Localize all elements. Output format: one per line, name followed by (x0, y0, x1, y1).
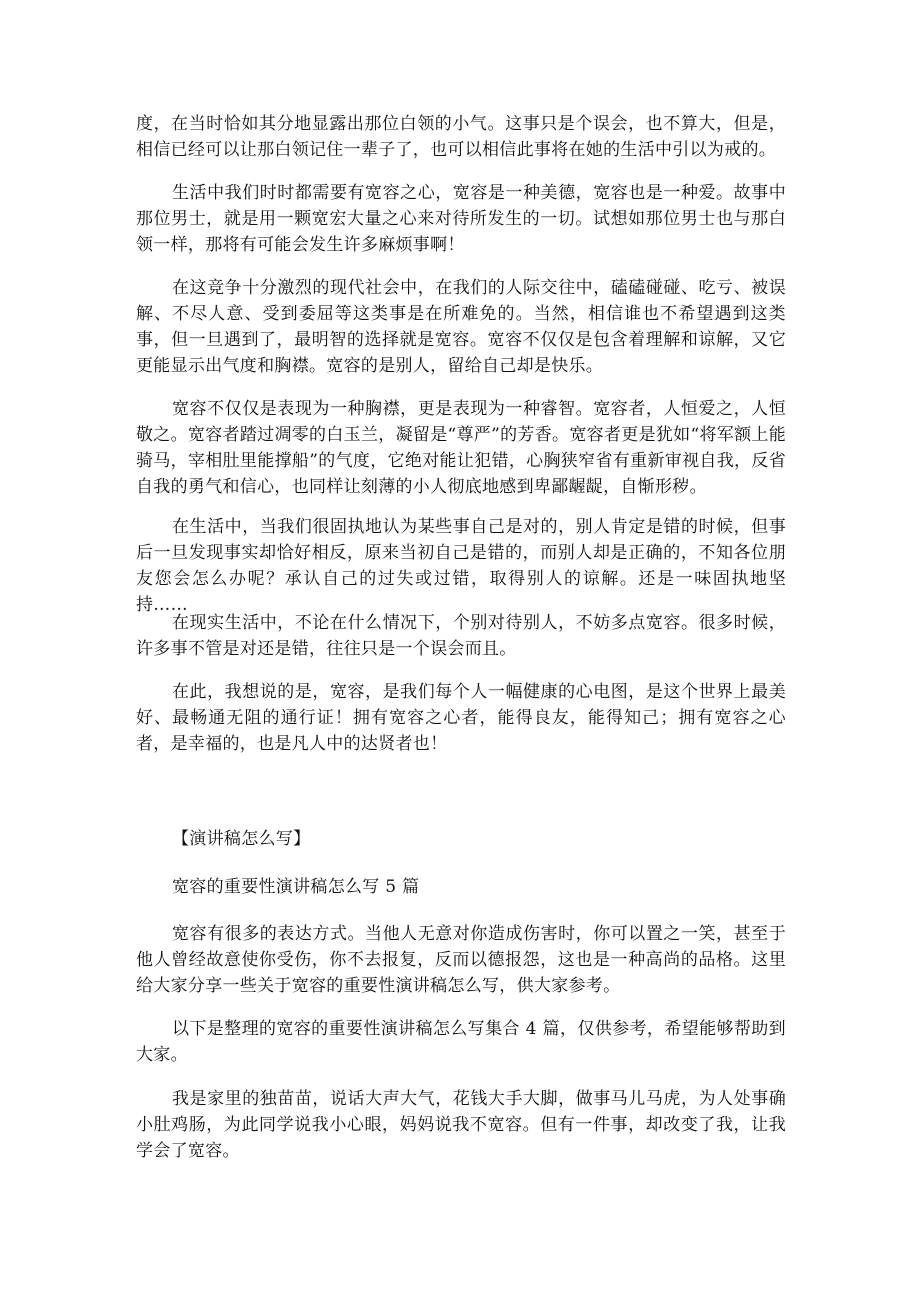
paragraph-collection-intro: 以下是整理的宽容的重要性演讲稿怎么写集合 4 篇，仅供参考，希望能够帮助到大家。 (136, 1019, 786, 1065)
paragraph-real-life: 在现实生活中，不论在什么情况下，个别对待别人，不妨多点宽容。很多时候，许多事不管是对还是错，往往只是一个误会而且。 (136, 613, 786, 659)
paragraph-expressions: 宽容有很多的表达方式。当他人无意对你造成伤害时，你可以置之一笑，甚至于他人曾经故意使你受伤，你不去报复，反而以德报怨，这也是一种高尚的品格。这里给大家分享一些关于宽容的重要性演讲稿怎么写，供大家参考。 (136, 924, 786, 996)
paragraph-tolerance-wisdom: 宽容不仅仅是表现为一种胸襟，更是表现为一种睿智。宽容者，人恒爱之，人恒敬之。宽容者踏过凋零的白玉兰，凝留是“尊严”的芳香。宽容者更是犹如“将军额上能骑马，宰相肚里能撑船”的气度，它绝对能让犯错，心胸狭窄省有重新审视自我，反省自我的勇气和信心，也同样让刻薄的小人彻底地感到卑鄙龌龊，自惭形秽。 (136, 399, 786, 497)
section-heading: 【演讲稿怎么写】 (172, 829, 311, 849)
paragraph-competitive-society: 在这竞争十分激烈的现代社会中，在我们的人际交往中，磕磕碰碰、吃亏、被误解、不尽人意、受到委屈等这类事是在所难免的。当然，相信谁也不希望遇到这类事，但一旦遇到了，最明智的选择就是宽容。宽容不仅仅是包含着理解和谅解，又它更能显示出气度和胸襟。宽容的是别人，留给自己却是快乐。 (136, 278, 786, 376)
paragraph-tolerance-virtue: 生活中我们时时都需要有宽容之心，宽容是一种美德，宽容也是一种爱。故事中那位男士，就是用一颗宽宏大量之心来对待所发生的一切。试想如那位男士也与那白领一样，那将有可能会发生许多麻烦事啊！ (136, 183, 786, 255)
section-subheading: 宽容的重要性演讲稿怎么写 5 篇 (172, 877, 420, 897)
paragraph-only-child: 我是家里的独苗苗，说话大声大气，花钱大手大脚，做事马儿马虎，为人处事确小肚鸡肠，为此同学说我小心眼，妈妈说我不宽容。但有一件事，却改变了我，让我学会了宽容。 (136, 1089, 786, 1161)
paragraph-stubbornness: 在生活中，当我们很固执地认为某些事自己是对的，别人肯定是错的时候，但事后一旦发现事实却恰好相反，原来当初自己是错的，而别人却是正确的，不知各位朋友您会怎么办呢？承认自己的过失或过错，取得别人的谅解。还是一味固执地坚持…… (136, 517, 786, 615)
paragraph-continuation: 度，在当时恰如其分地显露出那位白领的小气。这事只是个误会，也不算大，但是，相信已经可以让那白领记住一辈子了，也可以相信此事将在她的生活中引以为戒的。 (136, 114, 786, 160)
paragraph-conclusion: 在此，我想说的是，宽容，是我们每个人一幅健康的心电图，是这个世界上最美好、最畅通无阻的通行证！拥有宽容之心者，能得良友，能得知己；拥有宽容之心者，是幸福的，也是凡人中的达贤者也！ (136, 682, 786, 754)
